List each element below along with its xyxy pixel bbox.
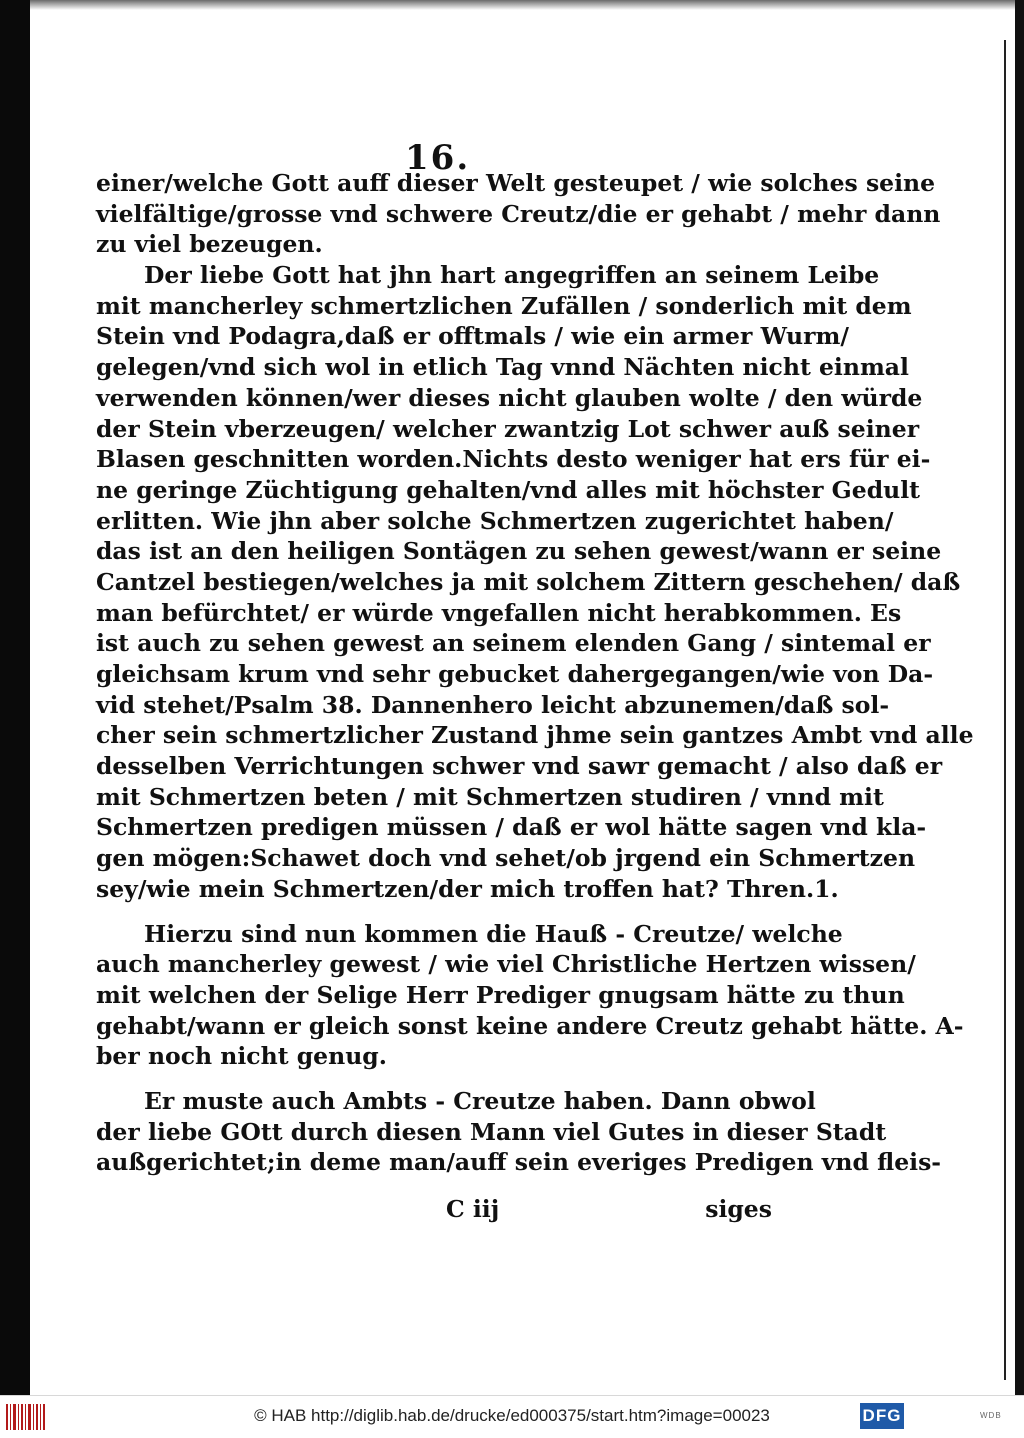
text-line: mit Schmertzen beten / mit Schmertzen studiren / vnnd mit [96, 782, 884, 811]
signature-mark: C iij [446, 1195, 500, 1223]
text-line: Cantzel bestiegen/welches ja mit solchem Zittern geschehen/ daß [96, 567, 961, 596]
text-line: mit mancherley schmertzlichen Zufällen / sonderlich mit dem [96, 291, 912, 320]
page-top-shadow [30, 0, 1020, 10]
text-line: Er muste auch Ambts - Creutze haben. Dann obwol [144, 1086, 816, 1115]
text-line: auch mancherley gewest / wie viel Christliche Hertzen wissen/ [96, 950, 916, 979]
text-line: ist auch zu sehen gewest an seinem elenden Gang / sintemal er [96, 629, 931, 658]
text-line: vid stehet/Psalm 38. Dannenhero leicht abzunemen/daß sol- [96, 690, 890, 719]
book-edge-left [0, 0, 30, 1395]
text-line: sey/wie mein Schmertzen/der mich troffen hat? Thren.1. [96, 874, 839, 903]
copyright-link[interactable]: © HAB http://diglib.hab.de/drucke/ed000375/start.htm?image=00023 [254, 1406, 770, 1425]
text-line: vielfältige/grosse vnd schwere Creutz/die er gehabt / mehr dann [96, 199, 941, 228]
page-number: 16. [405, 138, 471, 178]
text-line: man befürchtet/ er würde vngefallen nicht herabkommen. Es [96, 598, 902, 627]
catchword: siges [705, 1195, 772, 1223]
text-line: Hierzu sind nun kommen die Hauß - Creutze/ welche [144, 919, 843, 948]
text-line: außgerichtet;in deme man/auff sein everiges Predigen vnd fleis- [96, 1148, 942, 1177]
text-line: gen mögen:Schawet doch vnd sehet/ob jrgend ein Schmertzen [96, 844, 916, 873]
text-line: Blasen geschnitten worden.Nichts desto weniger hat ers für ei- [96, 445, 931, 474]
text-line: ne geringe Züchtigung gehalten/vnd alles mit höchster Gedult [96, 475, 920, 504]
dfg-logo: DFG [860, 1403, 904, 1429]
text-line: Der liebe Gott hat jhn hart angegriffen an seinem Leibe [144, 261, 880, 290]
text-line: Schmertzen predigen müssen / daß er wol hätte sagen vnd kla- [96, 813, 927, 842]
wdb-mark: WDB [980, 1411, 1002, 1420]
text-line: cher sein schmertzlicher Zustand jhme sein gantzes Ambt vnd alle [96, 721, 974, 750]
text-line: gehabt/wann er gleich sonst keine andere Creutz gehabt hätte. A- [96, 1011, 964, 1040]
text-line: ber noch nicht genug. [96, 1042, 387, 1071]
page-footer-row [96, 1195, 772, 1227]
text-line: gleichsam krum vnd sehr gebucket dahergegangen/wie von Da- [96, 660, 934, 688]
book-edge-line [1004, 40, 1006, 1380]
book-edge-right [1015, 0, 1024, 1395]
text-line: Stein vnd Podagra,daß er offtmals / wie ein armer Wurm/ [96, 322, 849, 351]
text-line: einer/welche Gott auff dieser Welt gesteupet / wie solches seine [96, 169, 936, 197]
viewer-footer [0, 1395, 1024, 1438]
text-line: gelegen/vnd sich wol in etlich Tag vnnd Nächten nicht einmal [96, 353, 909, 382]
text-line: mit welchen der Selige Herr Prediger gnugsam hätte zu thun [96, 980, 905, 1009]
body-text [96, 168, 974, 1178]
text-line: verwenden können/wer dieses nicht glauben wolte / den würde [96, 383, 923, 412]
text-line: zu viel bezeugen. [96, 230, 323, 259]
text-line: erlitten. Wie jhn aber solche Schmertzen zugerichtet haben/ [96, 506, 894, 535]
text-line: desselben Verrichtungen schwer vnd sawr gemacht / also daß er [96, 752, 943, 781]
text-line: der Stein vberzeugen/ welcher zwantzig Lot schwer auß seiner [96, 414, 920, 443]
text-line: das ist an den heiligen Sontägen zu sehen gewest/wann er seine [96, 537, 942, 566]
text-line: der liebe GOtt durch diesen Mann viel Gutes in dieser Stadt [96, 1117, 887, 1146]
